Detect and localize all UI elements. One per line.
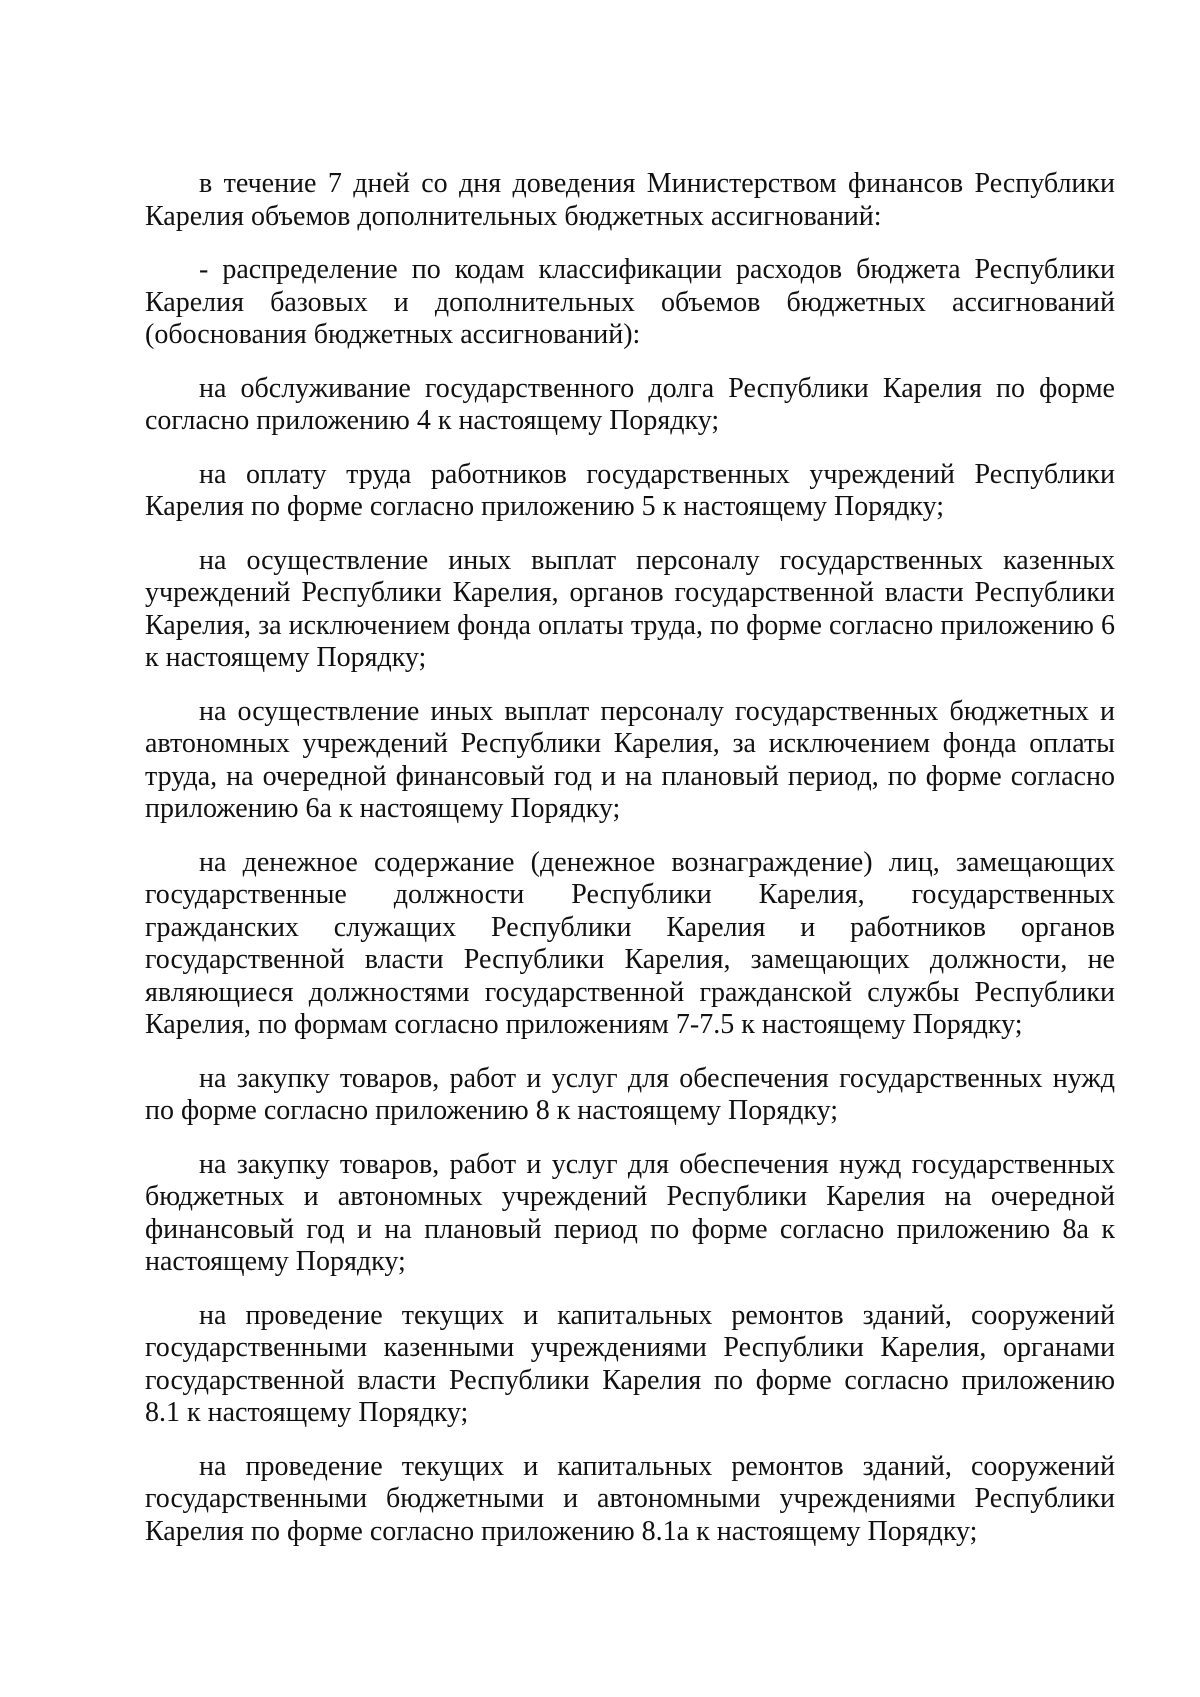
paragraph-10: на проведение текущих и капитальных ремонтов зданий, сооружений государственными казенными учреждениями Республики Карелия, органами государственной власти Республики Карелия по форме согласно приложению 8.1 к настоящему Порядку; bbox=[145, 1299, 1115, 1428]
paragraph-2: - распределение по кодам классификации расходов бюджета Республики Карелия базовых и дополнительных объемов бюджетных ассигнований (обоснования бюджетных ассигнований): bbox=[145, 254, 1115, 350]
paragraph-11: на проведение текущих и капитальных ремонтов зданий, сооружений государственными бюджетными и автономными учреждениями Республики Карелия по форме согласно приложению 8.1а к настоящему Порядку; bbox=[145, 1450, 1115, 1547]
paragraph-7: на денежное содержание (денежное вознаграждение) лиц, замещающих государственные должности Республики Карелия, государственных гражданских служащих Республики Карелия и работников органов государственной власти Республики Карелия, замещающих должности, не являющиеся должностями государственной гражданской службы Республики Карелия, по формам согласно приложениям 7-7.5 к настоящему Порядку; bbox=[145, 846, 1115, 1040]
paragraph-4: на оплату труда работников государственных учреждений Республики Карелия по форме согласно приложению 5 к настоящему Порядку; bbox=[145, 458, 1115, 522]
paragraph-3: на обслуживание государственного долга Республики Карелия по форме согласно приложению 4 к настоящему Порядку; bbox=[145, 372, 1115, 436]
paragraph-1: в течение 7 дней со дня доведения Министерством финансов Республики Карелия объемов дополнительных бюджетных ассигнований: bbox=[145, 168, 1115, 232]
paragraph-8: на закупку товаров, работ и услуг для обеспечения государственных нужд по форме согласно приложению 8 к настоящему Порядку; bbox=[145, 1062, 1115, 1126]
paragraph-6: на осуществление иных выплат персоналу государственных бюджетных и автономных учреждений Республики Карелия, за исключением фонда оплаты труда, на очередной финансовый год и на плановый период, по форме согласно приложению 6а к настоящему Порядку; bbox=[145, 695, 1115, 824]
paragraph-5: на осуществление иных выплат персоналу государственных казенных учреждений Республики Карелия, органов государственной власти Республики Карелия, за исключением фонда оплаты труда, по форме согласно приложению 6 к настоящему Порядку; bbox=[145, 544, 1115, 673]
document-page bbox=[145, 168, 1115, 1569]
paragraph-9: на закупку товаров, работ и услуг для обеспечения нужд государственных бюджетных и автономных учреждений Республики Карелия на очередной финансовый год и на плановый период по форме согласно приложению 8а к настоящему Порядку; bbox=[145, 1148, 1115, 1277]
